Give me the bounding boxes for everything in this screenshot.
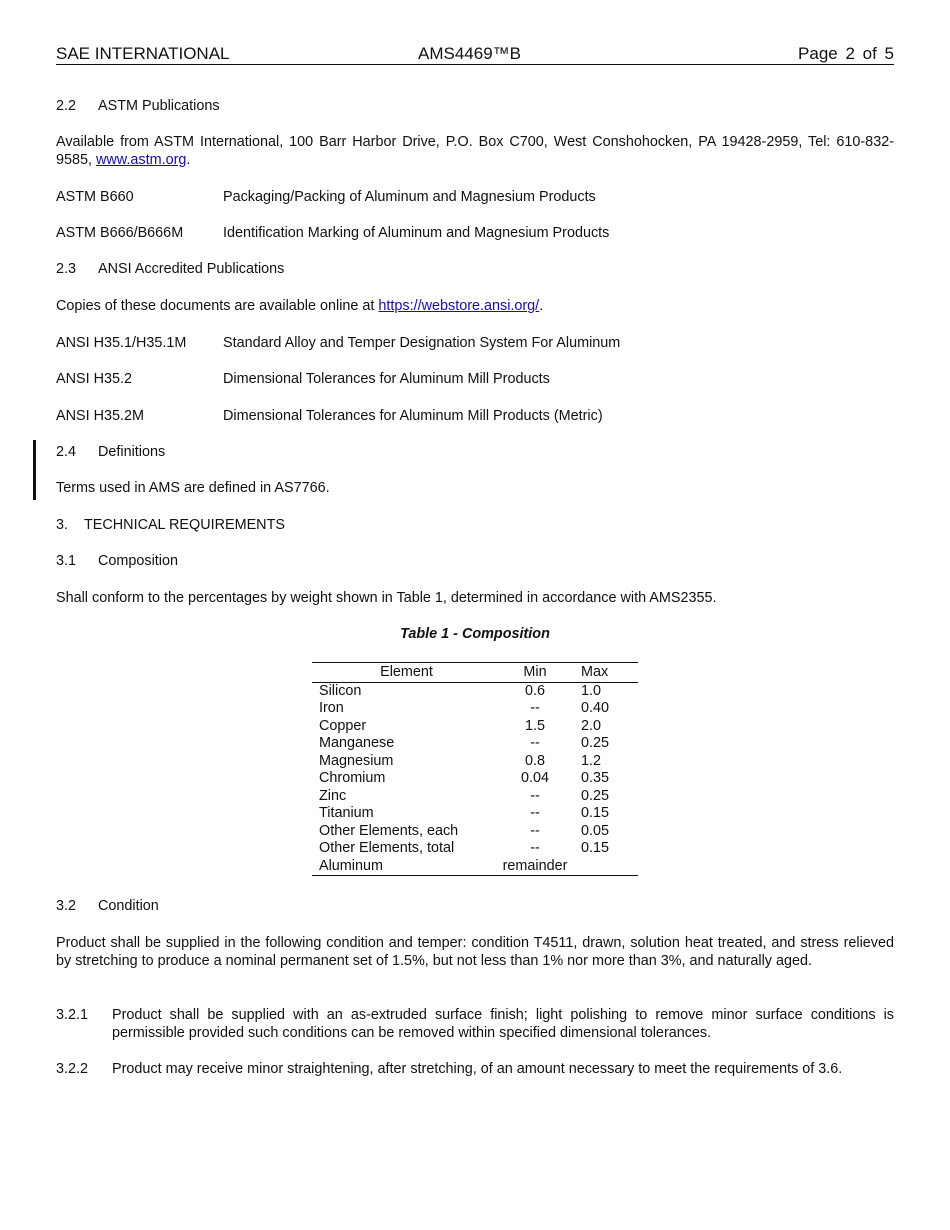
reference-row: ANSI H35.2M Dimensional Tolerances for Aluminum Mill Products (Metric) — [56, 408, 603, 424]
column-header-min: Min — [501, 663, 569, 683]
section-3-1-body: Shall conform to the percentages by weight shown in Table 1, determined in accordance with AMS2355. — [56, 590, 717, 606]
section-2-4-body: Terms used in AMS are defined in AS7766. — [56, 480, 330, 496]
table-row: Magnesium 0.8 1.2 — [319, 752, 602, 769]
table-row: Manganese -- 0.25 — [319, 735, 610, 751]
section-3-1-heading: 3.1 Composition — [56, 553, 178, 569]
table-row: Other Elements, each -- 0.05 — [319, 822, 610, 839]
composition-table — [312, 662, 638, 876]
table-row: Iron -- 0.40 — [319, 700, 610, 716]
table-row: Copper 1.5 2.0 — [319, 717, 602, 734]
section-3-2-body: Product shall be supplied in the following condition and temper: condition T4511, drawn, solution heat treated, and stress relieved by stretching to produce a nominal permanent set of 1.5%, but not less than 1% nor more than 3%, and naturally aged. — [56, 935, 894, 969]
table-row: Titanium -- 0.15 — [319, 805, 610, 821]
section-3-2-2: 3.2.2 Product may receive minor straightening, after stretching, of an amount necessary to meet the requirements of 3.6. — [56, 1061, 894, 1079]
astm-link[interactable]: www.astm.org — [96, 151, 187, 168]
table-1-caption: Table 1 - Composition — [400, 626, 550, 642]
section-3-heading: 3. TECHNICAL REQUIREMENTS — [56, 517, 285, 533]
section-3-2-2-body: Product may receive minor straightening, after stretching, of an amount necessary to meet the requirements of 3.6. — [112, 1061, 843, 1077]
table-row: Other Elements, total -- 0.15 — [319, 840, 610, 856]
section-3-2-heading: 3.2 Condition — [56, 898, 159, 914]
table-header-row — [312, 663, 638, 683]
section-2-2-body: Available from ASTM International, 100 Barr Harbor Drive, P.O. Box C700, West Conshohocken, PA 19428-2959, Tel: 610-832-9585, www.astm.org. — [56, 134, 894, 168]
header-page-number: Page 2 of 5 — [798, 44, 894, 63]
reference-row: ASTM B660 Packaging/Packing of Aluminum and Magnesium Products — [56, 189, 596, 205]
section-2-4-heading: 2.4 Definitions — [56, 444, 166, 460]
section-2-3-body: Copies of these documents are available online at https://webstore.ansi.org/. — [56, 298, 544, 314]
section-2-3-heading: 2.3 ANSI Accredited Publications — [56, 261, 285, 277]
column-header-element: Element — [312, 663, 501, 683]
revision-change-bar — [33, 440, 36, 500]
table-row: Chromium 0.04 0.35 — [319, 770, 610, 786]
header-doc-id: AMS4469™B — [418, 44, 521, 63]
ansi-webstore-link[interactable]: https://webstore.ansi.org/ — [378, 298, 540, 314]
table-row: Silicon 0.6 1.0 — [319, 682, 602, 699]
section-3-2-1: 3.2.1 Product shall be supplied with an as-extruded surface finish; light polishing to remove minor surface conditions is permissible provided such conditions can be removed within specified dimensional tolerances. — [56, 1007, 894, 1041]
section-2-2-heading: 2.2 ASTM Publications — [56, 98, 220, 114]
reference-row: ASTM B666/B666M Identification Marking of Aluminum and Magnesium Products — [56, 225, 610, 241]
section-3-2-1-body: Product shall be supplied with an as-extruded surface finish; light polishing to remove minor surface conditions is permissible provided such conditions can be removed within specified dimensional tolerances. — [112, 1007, 894, 1041]
reference-row: ANSI H35.1/H35.1M Standard Alloy and Temper Designation System For Aluminum — [56, 335, 621, 351]
table-row: Aluminum remainder — [312, 858, 638, 876]
table-row: Zinc -- 0.25 — [319, 787, 610, 804]
page-header — [56, 44, 894, 65]
column-header-max: Max — [569, 663, 638, 683]
header-org: SAE INTERNATIONAL — [56, 44, 230, 63]
reference-row: ANSI H35.2 Dimensional Tolerances for Aluminum Mill Products — [56, 371, 550, 387]
